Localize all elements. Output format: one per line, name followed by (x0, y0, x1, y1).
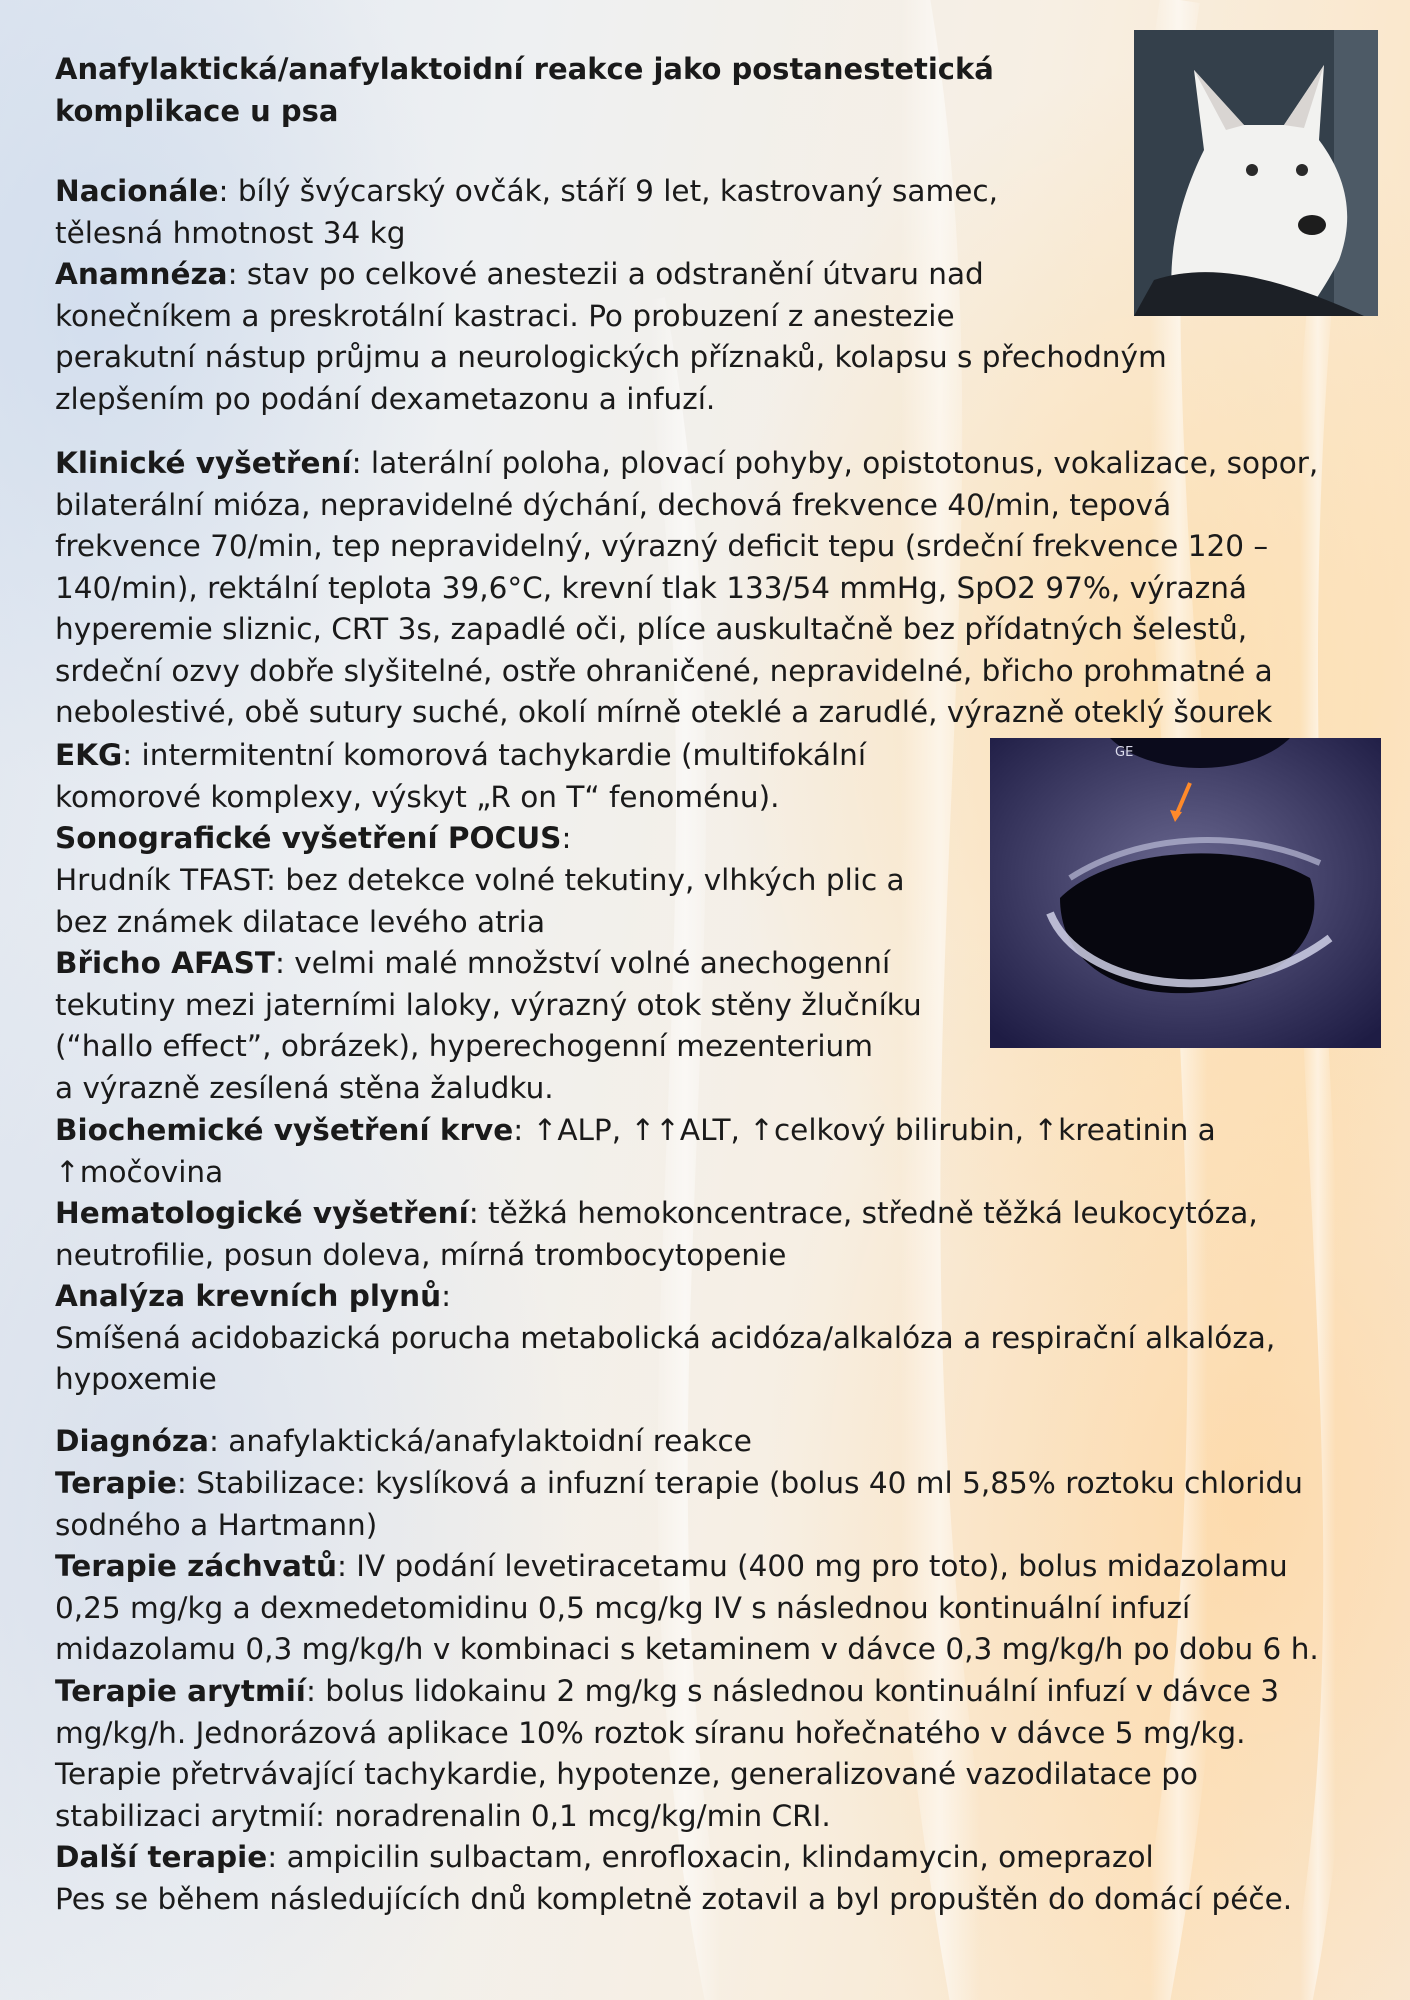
klinicke-paragraph (55, 443, 1318, 734)
dalsi-text: : ampicilin sulbactam, enrofloxacin, klindamycin, omeprazol (267, 1840, 1154, 1874)
anamneza-text: : stav po celkové anestezii a odstranění útvaru nad konečníkem a preskrotální kastraci. Po probuzení z anestezie perakutní nástup průjmu a neurologických příznaků, kolapsu s přechodným zlepšením po podání dexametazonu a infuzí. (55, 257, 1167, 416)
bricho-label: Břicho AFAST (55, 946, 275, 980)
sono-label: Sonografické vyšetření POCUS (55, 821, 562, 855)
dalsi-label: Další terapie (55, 1840, 268, 1874)
anamneza-label: Anamnéza (55, 257, 228, 291)
sono-paragraph (55, 818, 571, 860)
bricho-paragraph (55, 943, 922, 1109)
arytmie-paragraph (55, 1671, 1279, 1837)
plyny-paragraph (55, 1276, 1275, 1401)
ekg-label: EKG (55, 738, 123, 772)
biochem-paragraph (55, 1110, 1216, 1193)
dalsi-paragraph (55, 1837, 1154, 1879)
klinicke-text: : laterální poloha, plovací pohyby, opistotonus, vokalizace, sopor, bilaterální mióza, nepravidelné dýchání, dechová frekvence 40/min, tepová frekvence 70/min, tep nepravidelný, výrazný deficit tepu (srdeční frekvence 120 – 140/min), rektální teplota 39,6°C, krevní tlak 133/54 mmHg, SpO2 97%, výrazná hyperemie sliznic, CRT 3s, zapadlé oči, plíce auskultačně bez přídatných šelestů, srdeční ozvy dobře slyšitelné, ostře ohraničené, nepravidelné, břicho prohmatné a nebolestivé, obě sutury suché, okolí mírně oteklé a zarudlé, výrazně oteklý šourek (55, 446, 1319, 729)
dog-photo (1134, 30, 1378, 316)
terapie-paragraph (55, 1463, 1303, 1546)
hemat-label: Hematologické vyšetření (55, 1196, 469, 1230)
arytmie-text: : bolus lidokainu 2 mg/kg s následnou kontinuální infuzí v dávce 3 mg/kg/h. Jednorázová aplikace 10% roztok síranu hořečnatého v dávce 5 mg/kg. Terapie přetrvávající tachykardie, hypotenze, generalizované vazodilatace po stabilizaci arytmií: noradrenalin 0,1 mcg/kg/min CRI. (55, 1674, 1280, 1833)
biochem-label: Biochemické vyšetření krve (55, 1113, 514, 1147)
plyny-label: Analýza krevních plynů (55, 1279, 442, 1313)
diagnoza-label: Diagnóza (55, 1424, 209, 1458)
hemat-text: : těžká hemokoncentrace, středně těžká leukocytóza, neutrofilie, posun doleva, mírná trombocytopenie (55, 1196, 1258, 1272)
document-title: Anafylaktická/anafylaktoidní reakce jako postanestetická komplikace u psa (55, 52, 994, 128)
plyny-text: : Smíšená acidobazická porucha metabolická acidóza/alkalóza a respirační alkalóza, hypoxemie (55, 1279, 1276, 1396)
zachvaty-text: : IV podání levetiracetamu (400 mg pro toto), bolus midazolamu 0,25 mg/kg a dexmedetomidinu 0,5 mcg/kg IV s následnou kontinuální infuzí midazolamu 0,3 mg/kg/h v kombinaci s ketaminem v dávce 0,3 mg/kg/h po dobu 6 h. (55, 1549, 1319, 1666)
ekg-text: : intermitentní komorová tachykardie (multifokální komorové komplexy, výskyt „R on T“ fenoménu). (55, 738, 867, 814)
biochem-text: : ↑ALP, ↑↑ALT, ↑celkový bilirubin, ↑kreatinin a ↑močovina (55, 1113, 1216, 1189)
zachvaty-label: Terapie záchvatů (55, 1549, 337, 1583)
terapie-label: Terapie (55, 1466, 177, 1500)
nacionale-label: Nacionále (55, 174, 219, 208)
nacionale-paragraph (55, 171, 998, 254)
zachvaty-paragraph (55, 1546, 1319, 1671)
diagnoza-text: : anafylaktická/anafylaktoidní reakce (208, 1424, 752, 1458)
zaver-paragraph: Pes se během následujících dnů kompletně zotavil a byl propuštěn do domácí péče. (55, 1882, 1293, 1916)
anamneza-paragraph (55, 254, 1167, 420)
ultrasound-image (990, 738, 1381, 1048)
arytmie-label: Terapie arytmií (55, 1674, 306, 1708)
nacionale-text: : bílý švýcarský ovčák, stáří 9 let, kastrovaný samec, tělesná hmotnost 34 kg (55, 174, 998, 250)
bricho-text: : velmi malé množství volné anechogenní tekutiny mezi jaterními laloky, výrazný otok stěny žlučníku (“hallo effect”, obrázek), hyperechogenní mezenterium a výrazně zesílená stěna žaludku. (55, 946, 922, 1105)
terapie-text: : Stabilizace: kyslíková a infuzní terapie (bolus 40 ml 5,85% roztoku chloridu sodného a Hartmann) (55, 1466, 1303, 1542)
diagnoza-paragraph (55, 1421, 752, 1463)
klinicke-label: Klinické vyšetření (55, 446, 352, 480)
hemat-paragraph (55, 1193, 1258, 1276)
hrudnik-paragraph: Hrudník TFAST: bez detekce volné tekutiny, vlhkých plic a bez známek dilatace levého atria (55, 863, 905, 939)
ultrasound-ge-label: GE (1115, 745, 1134, 760)
ekg-paragraph (55, 735, 866, 818)
sono-text: : (561, 821, 572, 855)
